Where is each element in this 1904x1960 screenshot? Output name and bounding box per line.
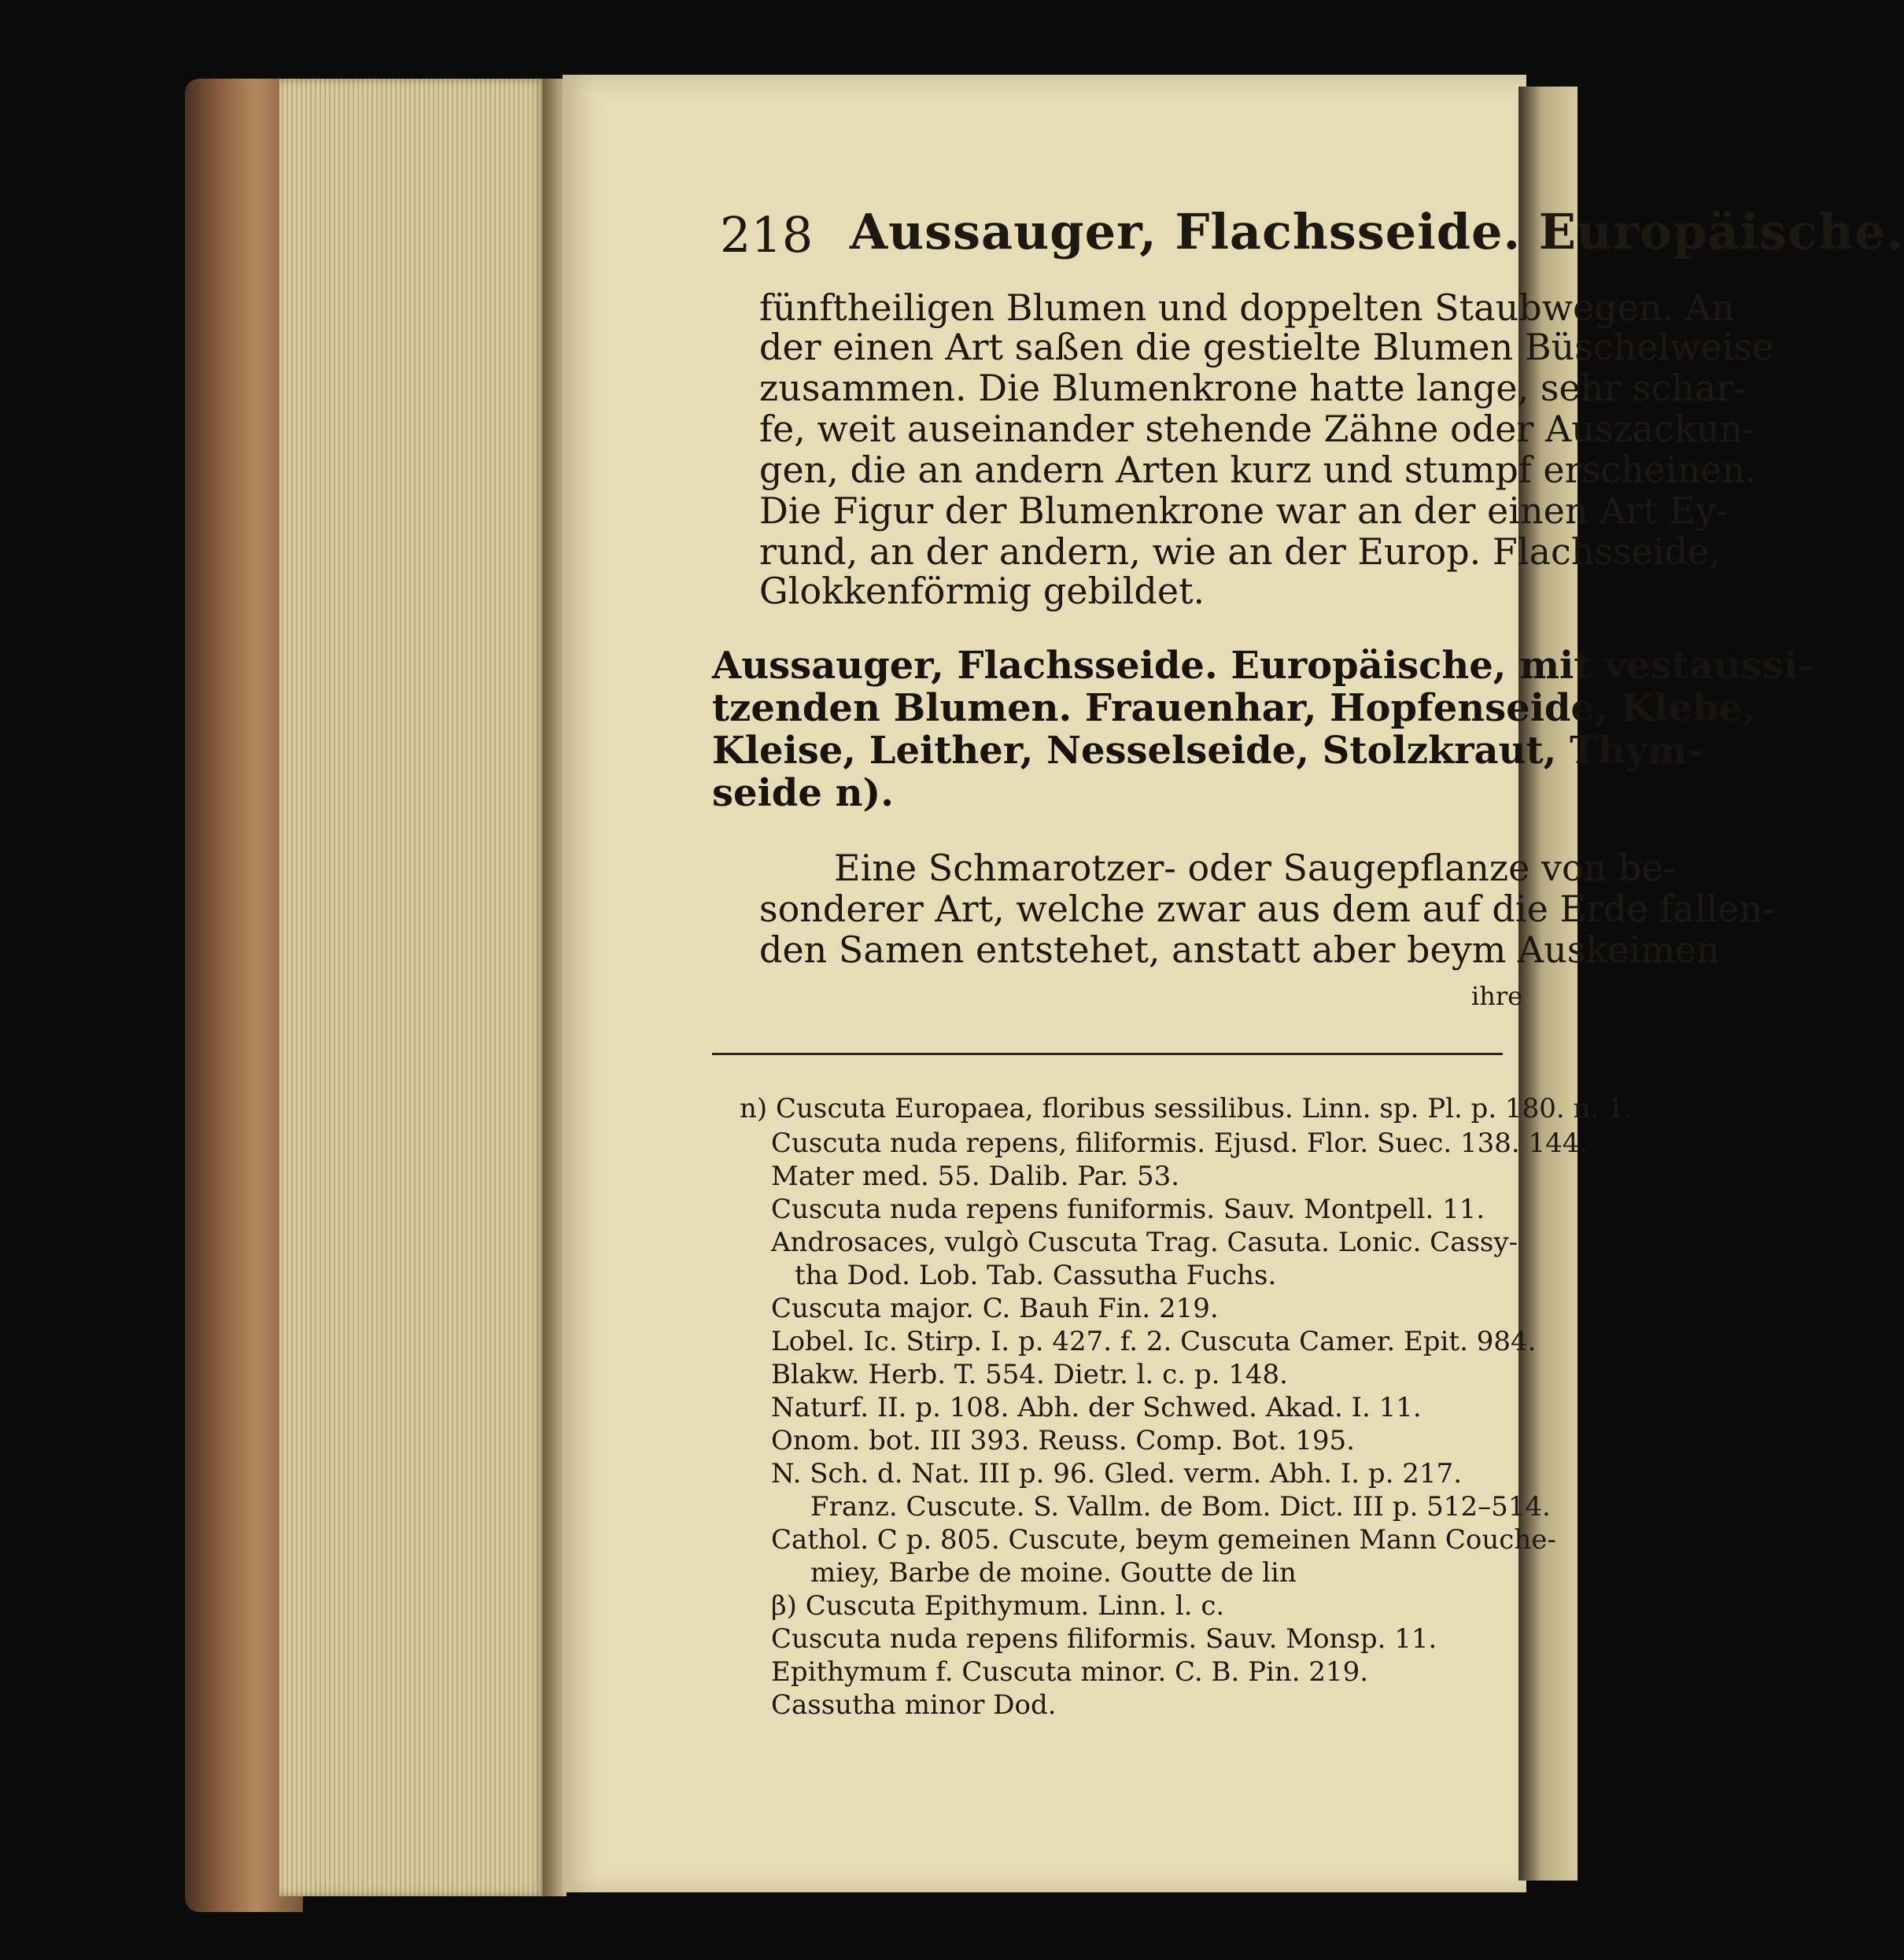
footnote-line: Onom. bot. III 393. Reuss. Comp. Bot. 195. — [771, 1425, 1355, 1456]
page-edges — [279, 79, 547, 1896]
footnote-line: Cuscuta nuda repens filiformis. Sauv. Monsp. 11. — [771, 1623, 1437, 1655]
footnote-line: Lobel. Ic. Stirp. I. p. 427. f. 2. Cuscuta Camer. Epit. 984. — [771, 1326, 1537, 1357]
entry-heading-line: Aussauger, Flachsseide. Europäische, mit vestaussi- — [712, 644, 1814, 688]
footnote-line: Mater med. 55. Dalib. Par. 53. — [771, 1161, 1180, 1192]
footnote-line: Cathol. C p. 805. Cuscute, beym gemeinen Mann Couche- — [771, 1524, 1556, 1556]
paragraph-line: zusammen. Die Blumenkrone hatte lange, sehr schar- — [759, 367, 1746, 409]
paragraph-line: rund, an der andern, wie an der Europ. Flachsseide, — [759, 530, 1721, 573]
paragraph-line: Glokkenförmig gebildet. — [759, 570, 1205, 612]
catchword: ihre — [1471, 981, 1523, 1011]
paragraph-line: den Samen entstehet, anstatt aber beym Auskeimen — [759, 928, 1720, 971]
paragraph-line: fünftheiligen Blumen und doppelten Staubwegen. An — [759, 286, 1735, 329]
entry-heading-line: seide n). — [712, 771, 894, 815]
running-head: Aussauger, Flachsseide. Europäische. — [850, 203, 1904, 260]
footnote-line: Epithymum f. Cuscuta minor. C. B. Pin. 219. — [771, 1656, 1369, 1688]
footnote-line: Cuscuta nuda repens funiformis. Sauv. Montpell. 11. — [771, 1194, 1485, 1225]
footnote-line: Cassutha minor Dod. — [771, 1689, 1057, 1721]
footnote-rule — [712, 1053, 1503, 1055]
footnote-line: n) Cuscuta Europaea, floribus sessilibus. Linn. sp. Pl. p. 180. n. 1. — [740, 1093, 1633, 1124]
footnote-line: Androsaces, vulgò Cuscuta Trag. Casuta. Lonic. Cassy- — [771, 1227, 1518, 1258]
footnote-line: Cuscuta nuda repens, filiformis. Ejusd. Flor. Suec. 138. 144. — [771, 1128, 1589, 1159]
entry-heading-line: Kleise, Leither, Nesselseide, Stolzkraut, Thym- — [712, 729, 1703, 773]
footnote-line: β) Cuscuta Epithymum. Linn. l. c. — [771, 1590, 1225, 1622]
entry-heading-line: tzenden Blumen. Frauenhar, Hopfenseide, Klebe, — [712, 686, 1756, 730]
paragraph-line: Die Figur der Blumenkrone war an der einen Art Ey- — [759, 489, 1729, 532]
paragraph-line: gen, die an andern Arten kurz und stumpf erscheinen. — [759, 448, 1757, 491]
footnote-line: tha Dod. Lob. Tab. Cassutha Fuchs. — [795, 1260, 1277, 1291]
paragraph-line: sonderer Art, welche zwar aus dem auf die Erde fallen- — [759, 888, 1775, 930]
page-number: 218 — [720, 206, 814, 264]
footnote-line: Cuscuta major. C. Bauh Fin. 219. — [771, 1293, 1219, 1324]
footnote-line: Franz. Cuscute. S. Vallm. de Bom. Dict. III p. 512–514. — [810, 1491, 1551, 1523]
footnote-line: Naturf. II. p. 108. Abh. der Schwed. Akad. I. 11. — [771, 1392, 1422, 1423]
paragraph-line: Eine Schmarotzer- oder Saugepflanze von be- — [834, 847, 1676, 889]
footnote-line: miey, Barbe de moine. Goutte de lin — [810, 1557, 1297, 1589]
paragraph-line: der einen Art saßen die gestielte Blumen Büschelweise — [759, 326, 1774, 368]
footnote-line: Blakw. Herb. T. 554. Dietr. l. c. p. 148. — [771, 1359, 1288, 1390]
footnote-line: N. Sch. d. Nat. III p. 96. Gled. verm. Abh. I. p. 217. — [771, 1458, 1463, 1489]
paragraph-line: fe, weit auseinander stehende Zähne oder Auszackun- — [759, 408, 1755, 450]
